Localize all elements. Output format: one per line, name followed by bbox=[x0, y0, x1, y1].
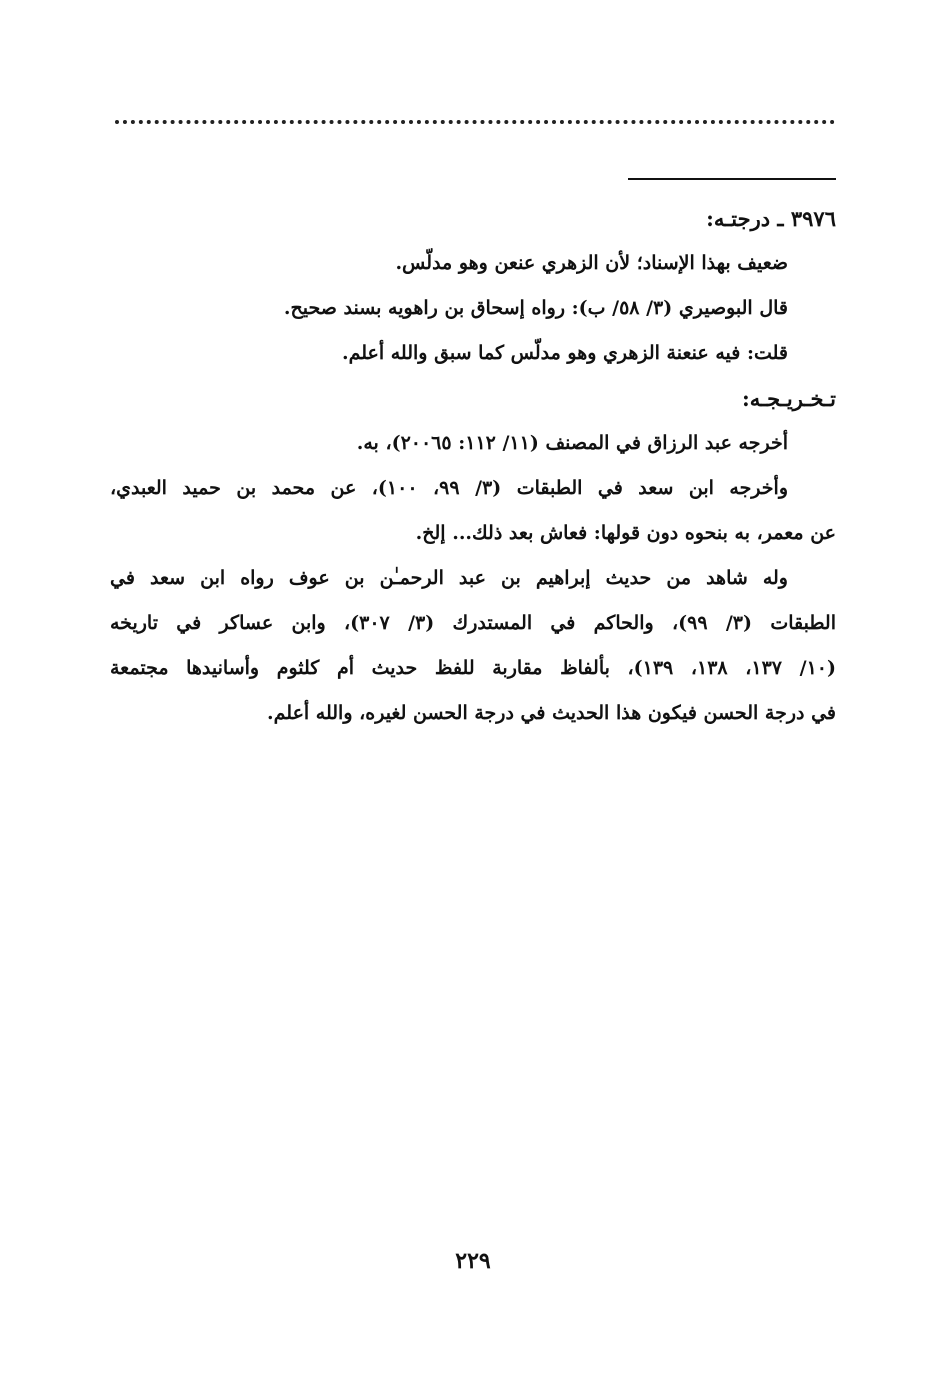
takhrij-para-2-line-1: وأخرجه ابن سعد في الطبقات (٣/ ٩٩، ١٠٠)، عن محمد بن حميد العبدي، bbox=[110, 477, 788, 499]
entry-heading: ٣٩٧٦ ـ درجتـه: bbox=[706, 206, 836, 231]
page-number: ٢٢٩ bbox=[455, 1248, 491, 1274]
grade-line-1: ضعيف بهذا الإسناد؛ لأن الزهري عنعن وهو مدلّس. bbox=[395, 252, 788, 274]
shahid-line-4: في درجة الحسن فيكون هذا الحديث في درجة الحسن لغيره، والله أعلم. bbox=[267, 702, 836, 724]
grade-line-2: قال البوصيري (٣/ ٥٨/ ب): رواه إسحاق بن راهويه بسند صحيح. bbox=[283, 297, 788, 319]
takhrij-heading: تـخـريـجـه: bbox=[741, 386, 836, 411]
shahid-line-2: الطبقات (٣/ ٩٩)، والحاكم في المستدرك (٣/ ٣٠٧)، وابن عساكر في تاريخه bbox=[110, 612, 837, 634]
shahid-line-1: وله شاهد من حديث إبراهيم بن عبد الرحمـٰن بن عوف رواه ابن سعد في bbox=[110, 567, 788, 589]
takhrij-para-2-line-2: عن معمر، به بنحوه دون قولها: فعاش بعد ذلك... إلخ. bbox=[415, 522, 836, 544]
takhrij-line-1: أخرجه عبد الرزاق في المصنف (١١/ ١١٢: ٢٠٠٦٥)، به. bbox=[356, 432, 788, 454]
section-rule bbox=[628, 178, 836, 180]
page-body bbox=[110, 196, 836, 736]
top-dotted-separator bbox=[115, 120, 835, 124]
grade-line-3: قلت: فيه عنعنة الزهري وهو مدلّس كما سبق والله أعلم. bbox=[341, 342, 788, 364]
shahid-line-3: (١٠/ ١٣٧، ١٣٨، ١٣٩)، بألفاظ مقاربة للفظ حديث أم كلثوم وأسانيدها مجتمعة bbox=[110, 657, 836, 679]
